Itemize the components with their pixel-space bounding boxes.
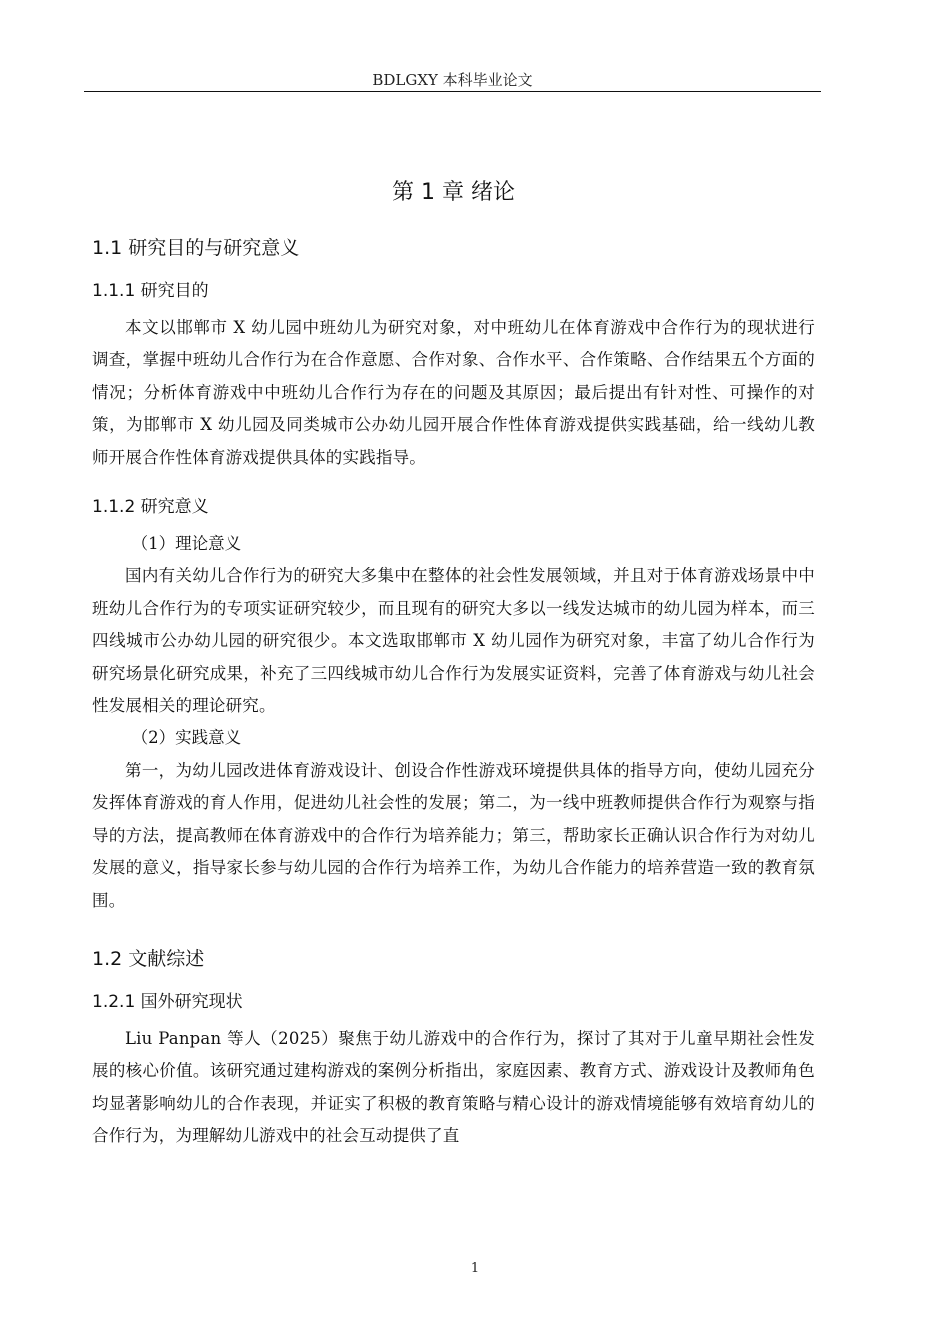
paragraph-foreign-research: Liu Panpan 等人（2025）聚焦于幼儿游戏中的合作行为，探讨了其对于儿童早期社会性发展的核心价值。该研究通过建构游戏的案例分析指出，家庭因素、教育方式、游戏设计及教师角色均显著影响幼儿的合作表现，并证实了积极的教育策略与精心设计的游戏情境能够有效培育幼儿的合作行为，为理解幼儿游戏中的社会互动提供了直	[92, 1028, 815, 1146]
section-heading-1-1: 1.1 研究目的与研究意义	[92, 237, 300, 259]
header-rule	[84, 91, 821, 92]
paragraph-practical-significance: 第一，为幼儿园改进体育游戏设计、创设合作性游戏环境提供具体的指导方向，使幼儿园充分发挥体育游戏的育人作用，促进幼儿社会性的发展；第二，为一线中班教师提供合作行为观察与指导的方法，提高教师在体育游戏中的合作行为培养能力；第三，帮助家长正确认识合作行为对幼儿发展的意义，指导家长参与幼儿园的合作行为培养工作，为幼儿合作能力的培养营造一致的教育氛围。	[92, 760, 815, 910]
chapter-title: 第 1 章 绪论	[392, 180, 515, 205]
running-header: BDLGXY 本科毕业论文	[372, 71, 533, 89]
page-number: 1	[470, 1261, 480, 1276]
subheading-practical-significance: （2）实践意义	[131, 728, 242, 748]
subsection-heading-1-1-2: 1.1.2 研究意义	[92, 497, 209, 518]
subheading-theoretical-significance: （1）理论意义	[131, 534, 242, 554]
subsection-heading-1-1-1: 1.1.1 研究目的	[92, 281, 209, 301]
subsection-heading-1-2-1: 1.2.1 国外研究现状	[92, 991, 243, 1012]
paragraph-theoretical-significance: 国内有关幼儿合作行为的研究大多集中在整体的社会性发展领域，并且对于体育游戏场景中中班幼儿合作行为的专项实证研究较少，而且现有的研究大多以一线发达城市的幼儿园为样本，而三四线城市公办幼儿园的研究很少。本文选取邯郸市 X 幼儿园作为研究对象，丰富了幼儿合作行为研究场景化研究成果，补充了三四线城市幼儿合作行为发展实证资料，完善了体育游戏与幼儿社会性发展相关的理论研究。	[92, 566, 815, 716]
document-body	[92, 176, 815, 1153]
section-heading-1-2: 1.2 文献综述	[92, 947, 205, 970]
paragraph-research-purpose: 本文以邯郸市 X 幼儿园中班幼儿为研究对象，对中班幼儿在体育游戏中合作行为的现状进行调查，掌握中班幼儿合作行为在合作意愿、合作对象、合作水平、合作策略、合作结果五个方面的情况；分析体育游戏中中班幼儿合作行为存在的问题及其原因；最后提出有针对性、可操作的对策，为邯郸市 X 幼儿园及同类城市公办幼儿园开展合作性体育游戏提供实践基础，给一线幼儿教师开展合作性体育游戏提供具体的实践指导。	[92, 318, 815, 467]
